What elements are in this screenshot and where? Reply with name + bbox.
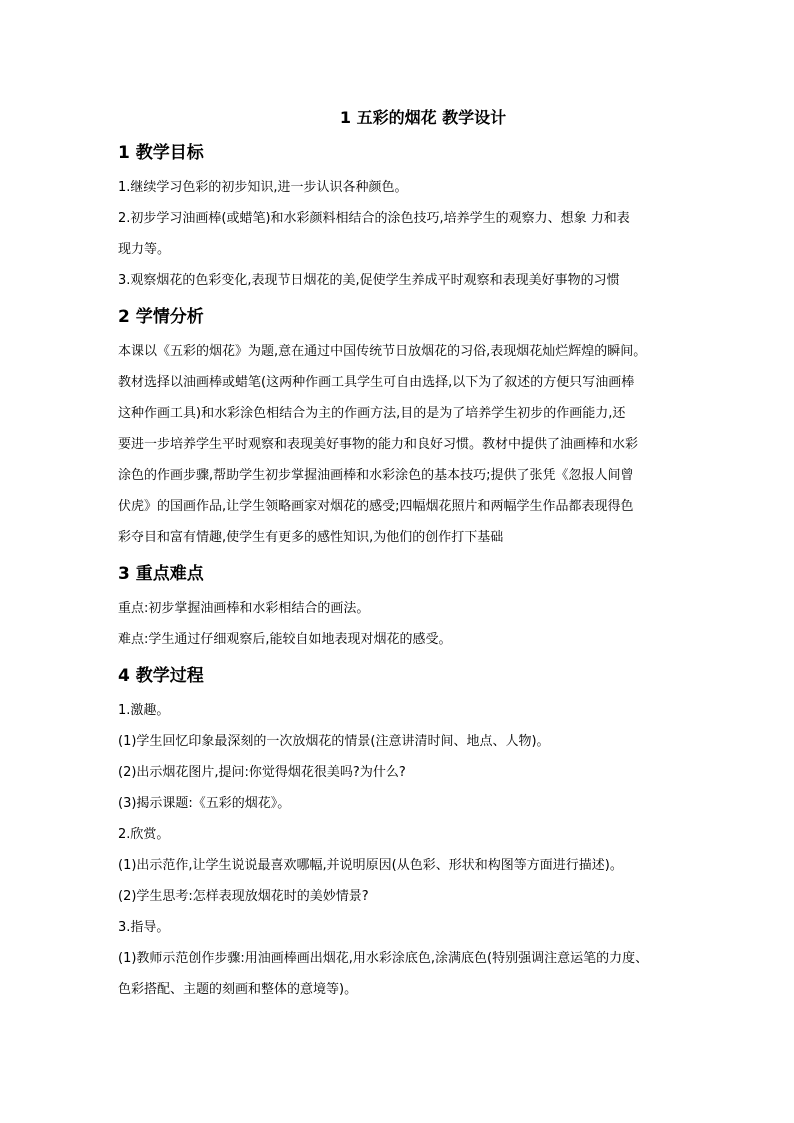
text-line: 3.观察烟花的色彩变化,表现节日烟花的美,促使学生养成平时观察和表现美好事物的习惯 [118,273,620,288]
text-line: 重点:初步掌握油画棒和水彩相结合的画法。 [118,601,370,616]
text-line: 伏虎》的国画作品,让学生领略画家对烟花的感受;四幅烟花照片和两幅学生作品都表现得色 [118,499,634,514]
text-line: 要进一步培养学生平时观察和表现美好事物的能力和良好习惯。教材中提供了油画棒和水彩 [118,437,639,452]
text-line: 这种作画工具)和水彩涂色相结合为主的作画方法,目的是为了培养学生初步的作画能力,还 [118,406,626,421]
section-key-points [118,559,678,655]
text-line: 教材选择以油画棒或蜡笔(这两种作画工具学生可自由选择,以下为了叙述的方便只写油画棒 [118,375,635,390]
text-line: 现力等。 [118,242,171,257]
section-teaching-goals [118,138,678,296]
section-heading: 1 教学目标 [118,143,204,163]
text-line: (2)出示烟花图片,提问:你觉得烟花很美吗?为什么? [118,765,406,780]
text-line: 难点:学生通过仔细观察后,能较自如地表现对烟花的感受。 [118,632,452,647]
text-line: (1)教师示范创作步骤:用油画棒画出烟花,用水彩涂底色,涂满底色(特别强调注意运笔的力度、 [118,951,649,966]
text-line: 1.激趣。 [118,703,170,718]
document-body [118,104,678,1005]
text-line: (3)揭示课题:《五彩的烟花》。 [118,796,291,811]
section-heading: 4 教学过程 [118,666,204,686]
text-line: 2.欣赏。 [118,827,170,842]
section-heading: 3 重点难点 [118,564,204,584]
text-line: 3.指导。 [118,920,170,935]
text-line: 色彩搭配、主题的刻画和整体的意境等)。 [118,982,358,997]
section-student-analysis [118,302,678,553]
document-title: 1 五彩的烟花 教学设计 [339,108,507,127]
text-line: 本课以《五彩的烟花》为题,意在通过中国传统节日放烟花的习俗,表现烟花灿烂辉煌的瞬间。 [118,344,647,359]
text-line: 2.初步学习油画棒(或蜡笔)和水彩颜料相结合的涂色技巧,培养学生的观察力、想象 力和表 [118,211,630,226]
text-line: 涂色的作画步骤,帮助学生初步掌握油画棒和水彩涂色的基本技巧;提供了张凭《忽报人间曾 [118,468,634,483]
section-teaching-process [118,661,678,1005]
section-heading: 2 学情分析 [118,307,204,327]
text-line: 彩夺目和富有情趣,使学生有更多的感性知识,为他们的创作打下基础 [118,530,504,545]
text-line: (2)学生思考:怎样表现放烟花时的美妙情景? [118,889,369,904]
text-line: 1.继续学习色彩的初步知识,进一步认识各种颜色。 [118,180,408,195]
text-line: (1)学生回忆印象最深刻的一次放烟花的情景(注意讲清时间、地点、人物)。 [118,734,550,749]
text-line: (1)出示范作,让学生说说最喜欢哪幅,并说明原因(从色彩、形状和构图等方面进行描述)。 [118,858,623,873]
